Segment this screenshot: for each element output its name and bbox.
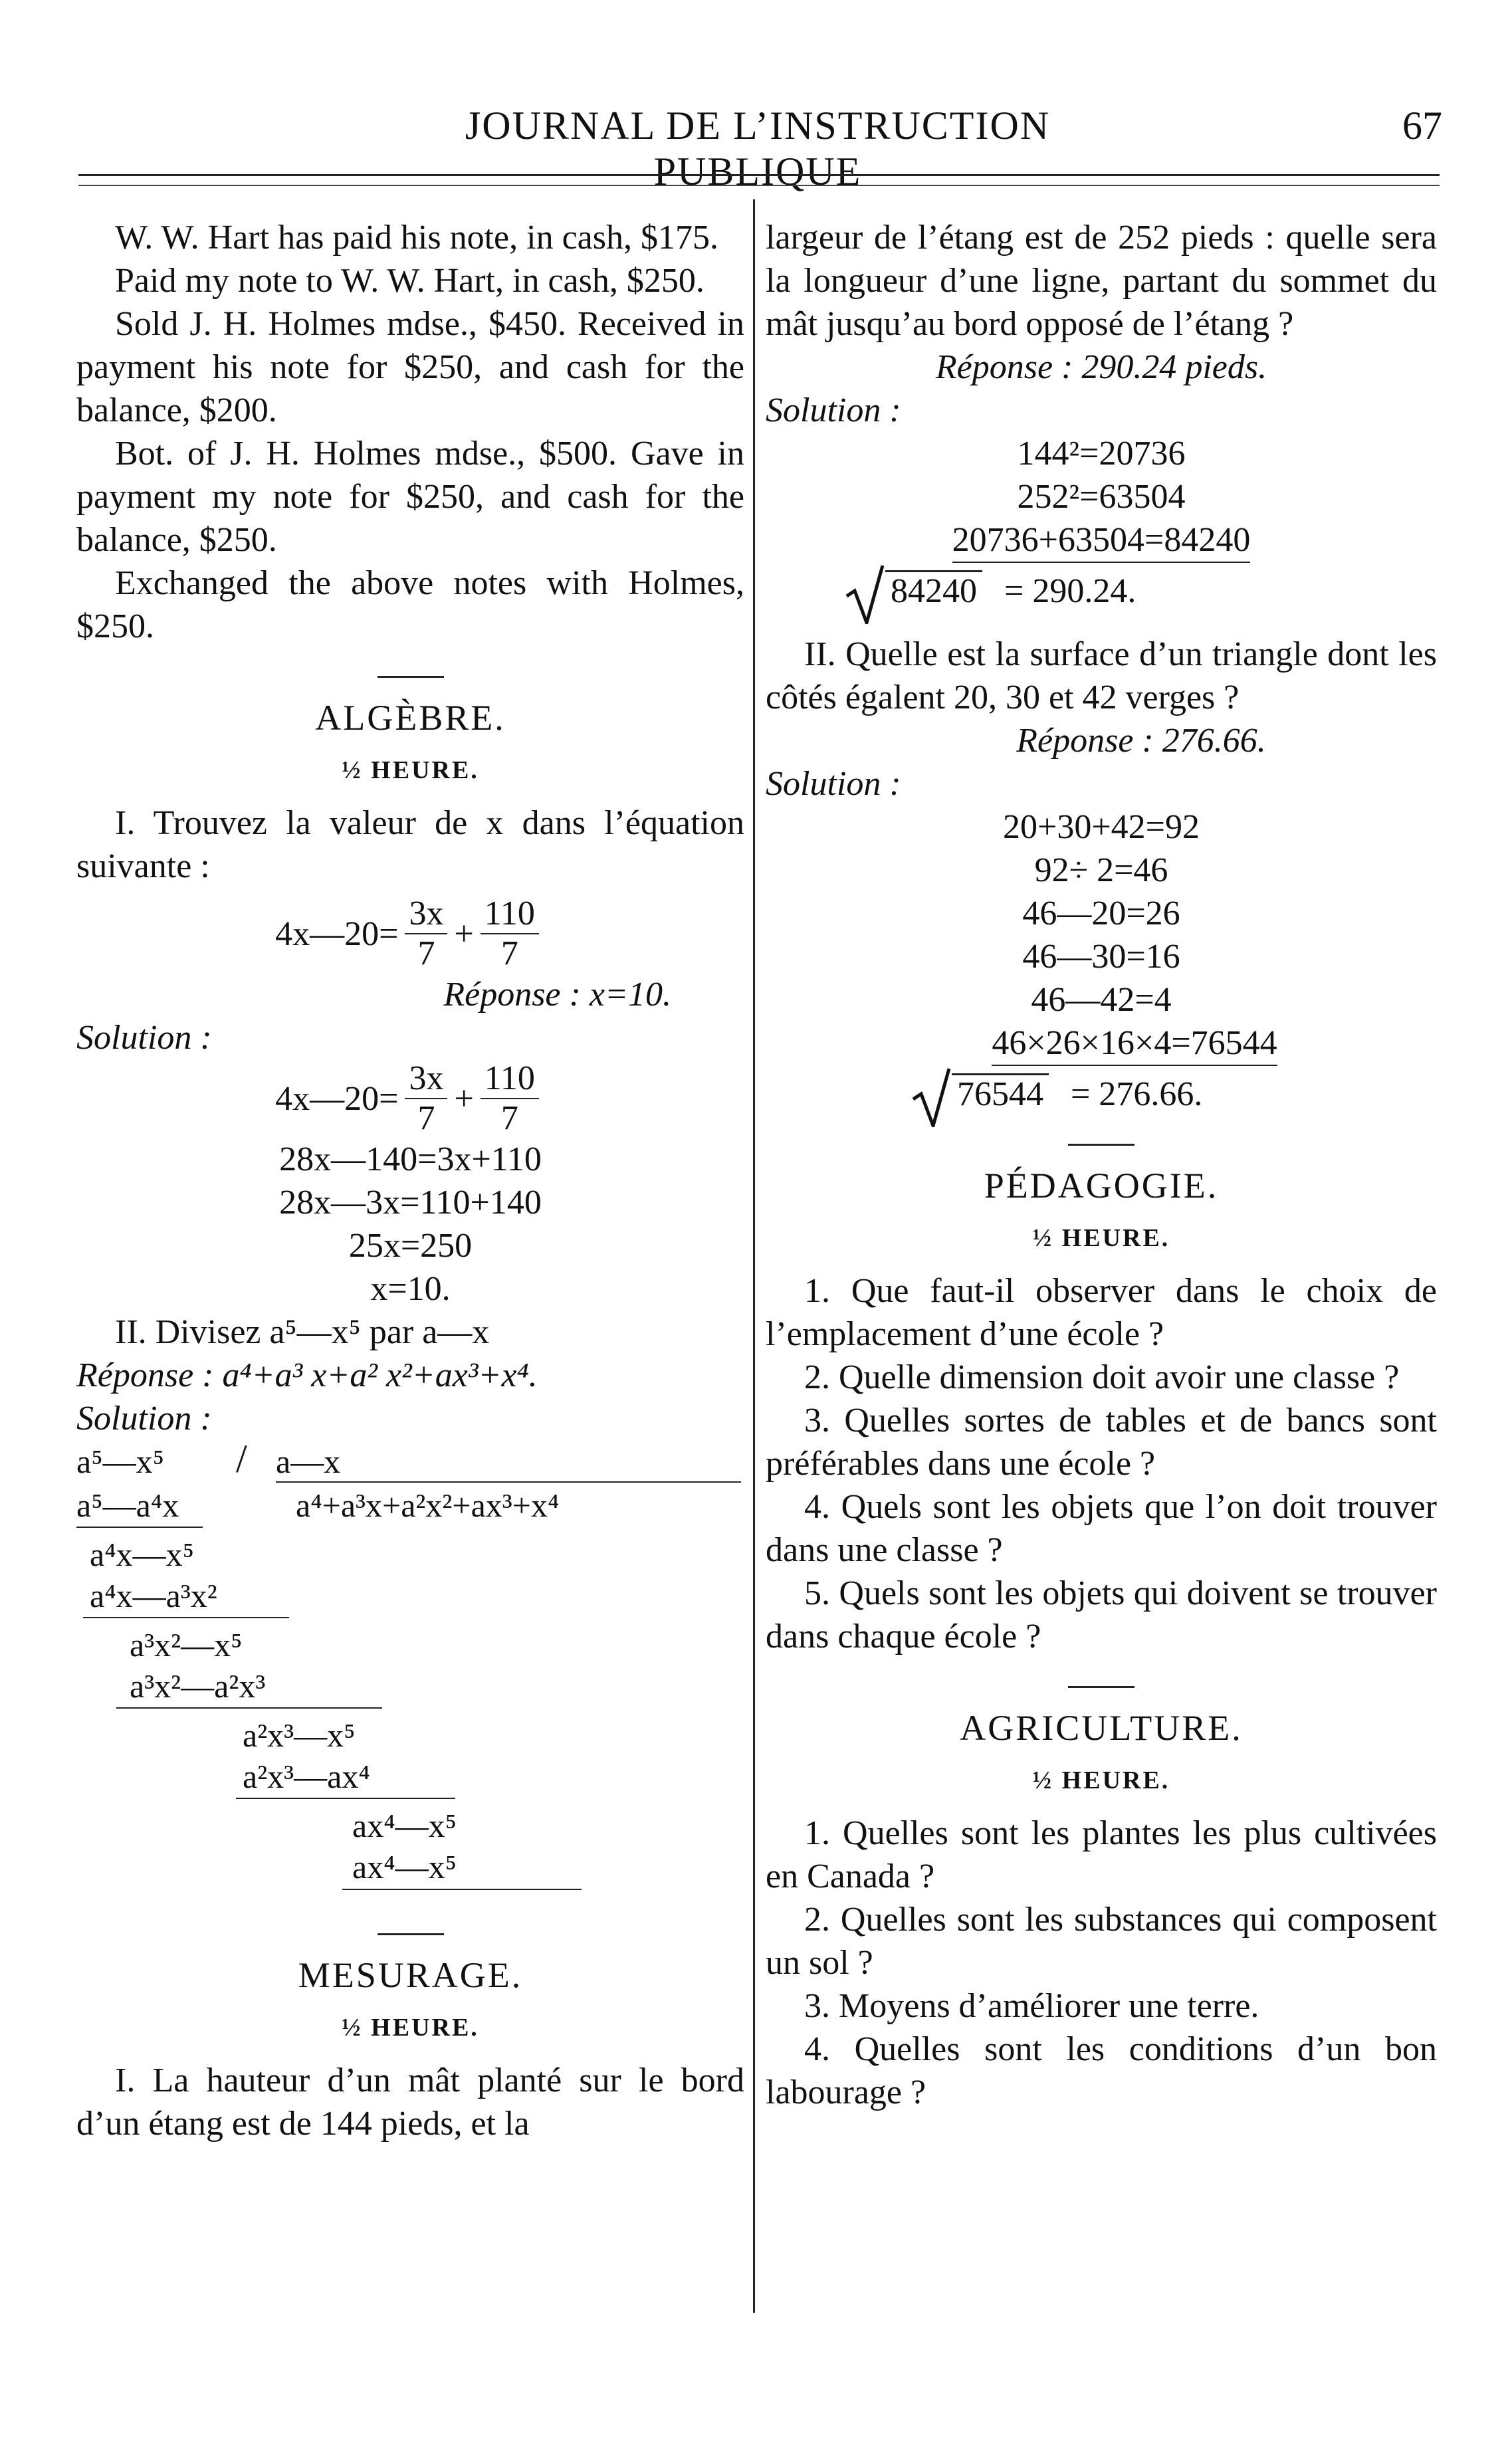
question-text: II. Quelle est la surface d’un triangle dont les côtés égalent 20, 30 et 42 verges ? [766, 635, 1437, 716]
section-time: ½ HEURE. [1032, 1766, 1170, 1794]
page-number: 67 [1402, 104, 1442, 148]
column-divider [753, 199, 755, 2313]
header-rule [78, 174, 1440, 176]
division-row: a⁴x—a³x² [90, 1577, 217, 1614]
solution-step: 46—42=4 [1031, 981, 1172, 1019]
division-row: a⁴x—x⁵ [90, 1536, 195, 1573]
solution-step-total: 20736+63504=84240 [952, 518, 1251, 563]
question-text: 1. Quelles sont les plantes les plus cultivées en Canada ? [766, 1814, 1437, 1895]
fraction [405, 1059, 447, 1138]
solution-step [766, 1021, 1437, 1066]
section-time: ½ HEURE. [1032, 1224, 1170, 1252]
equation [76, 1059, 744, 1138]
division-rule [76, 1527, 203, 1528]
division-row: a³x²—x⁵ [130, 1626, 243, 1663]
equation [76, 895, 744, 973]
fraction [405, 895, 447, 973]
question-text: I. Trouvez la valeur de x dans l’équation suivante : [76, 804, 744, 885]
fraction-denominator: 7 [417, 1099, 435, 1137]
solution-step: 144²=20736 [1017, 435, 1186, 473]
operator: + [454, 1079, 474, 1118]
dividend: a⁵—x⁵ [76, 1443, 165, 1480]
section-separator [378, 1933, 444, 1935]
answer: Réponse : x=10. [443, 976, 671, 1013]
solution-step: 25x=250 [348, 1227, 473, 1265]
fraction-denominator: 7 [417, 934, 435, 972]
solution-label: Solution : [76, 1019, 212, 1057]
ledger-entry: W. W. Hart has paid his note, in cash, $175. [115, 219, 718, 257]
square-root-line [766, 1073, 1437, 1116]
solution-step: 252²=63504 [1017, 478, 1186, 516]
division-row: ax⁴—x⁵ [352, 1848, 457, 1885]
fraction-denominator: 7 [500, 1099, 518, 1137]
division-rule [116, 1707, 382, 1709]
section-title-pedagogie: PÉDAGOGIE. [984, 1166, 1219, 1206]
left-column [76, 216, 744, 2145]
section-time: ½ HEURE. [342, 756, 479, 784]
square-root [912, 1073, 1049, 1116]
radical-sign-icon [912, 1067, 952, 1127]
solution-step: 28x—3x=110+140 [279, 1184, 542, 1221]
quotient: a⁴+a³x+a²x²+ax³+x⁴ [296, 1487, 560, 1524]
question-text-continued: largeur de l’étang est de 252 pieds : quelle sera la longueur d’une ligne, partant du sommet du mât jusqu’au bord opposé de l’étang ? [766, 219, 1437, 343]
answer: Réponse : 276.66. [1016, 722, 1266, 760]
division-row: a³x²—a²x³ [130, 1667, 266, 1705]
equation-left: 4x—20= [275, 1079, 399, 1118]
fraction-numerator: 110 [481, 1059, 539, 1099]
square-root-line [766, 570, 1437, 613]
section-title-mesurage: MESURAGE. [298, 1955, 523, 1995]
section-time: ½ HEURE. [342, 2014, 479, 2042]
division-rule [236, 1798, 455, 1799]
division-row: ax⁴—x⁵ [352, 1807, 457, 1844]
division-row: a⁵—a⁴x [76, 1487, 179, 1524]
root-result: = 276.66. [1071, 1075, 1203, 1113]
solution-step: 20+30+42=92 [1003, 808, 1200, 846]
solution-step: 28x—140=3x+110 [279, 1140, 542, 1178]
radical-sign-icon [845, 564, 885, 624]
division-rule [342, 1889, 582, 1890]
question-text: 1. Que faut-il observer dans le choix de l’emplacement d’une école ? [766, 1272, 1437, 1353]
section-separator [1068, 1686, 1134, 1688]
ledger-entry: Exchanged the above notes with Holmes, $250. [76, 564, 744, 645]
radicand: 76544 [952, 1073, 1049, 1113]
solution-step: 46—30=16 [1022, 938, 1180, 976]
solution-step: 92÷ 2=46 [1034, 851, 1168, 889]
question-text: 2. Quelles sont les substances qui composent un sol ? [766, 1901, 1437, 1982]
division-row: a²x³—ax⁴ [243, 1758, 370, 1795]
root-result: = 290.24. [1004, 572, 1136, 610]
fraction-numerator: 3x [405, 895, 447, 934]
division-row: a²x³—x⁵ [243, 1717, 356, 1754]
section-title-agriculture: AGRICULTURE. [960, 1708, 1243, 1748]
fraction [481, 1059, 539, 1138]
question-text: 5. Quels sont les objets qui doivent se trouver dans chaque école ? [766, 1574, 1437, 1655]
header-rule-thin [78, 185, 1440, 186]
division-slash: / [236, 1437, 247, 1481]
solution-step [766, 518, 1437, 563]
solution-label: Solution : [76, 1400, 212, 1437]
fraction-denominator: 7 [500, 934, 518, 972]
divisor: a—x [276, 1443, 341, 1480]
ledger-entry: Bot. of J. H. Holmes mdse., $500. Gave in payment my note for $250, and cash for the balance, $250. [76, 435, 744, 559]
solution-step-total: 46×26×16×4=76544 [992, 1021, 1277, 1066]
question-text: II. Divisez a⁵—x⁵ par a—x [115, 1313, 490, 1351]
question-text: 2. Quelle dimension doit avoir une classe ? [804, 1358, 1400, 1396]
solution-step: x=10. [370, 1270, 451, 1308]
division-rule [276, 1481, 741, 1483]
question-text: 4. Quelles sont les conditions d’un bon labourage ? [766, 2030, 1437, 2111]
division-rule [83, 1617, 289, 1618]
fraction-numerator: 3x [405, 1059, 447, 1099]
question-text: 3. Quelles sortes de tables et de bancs sont préférables dans une école ? [766, 1402, 1437, 1483]
question-text: I. La hauteur d’un mât planté sur le bord d’un étang est de 144 pieds, et la [76, 2062, 744, 2143]
answer: Réponse : a⁴+a³ x+a² x²+ax³+x⁴. [76, 1356, 538, 1394]
solution-label: Solution : [766, 391, 901, 429]
question-text: 4. Quels sont les objets que l’on doit trouver dans une classe ? [766, 1488, 1437, 1569]
right-column [766, 216, 1437, 2114]
solution-label: Solution : [766, 765, 901, 803]
section-title-algebre: ALGÈBRE. [315, 698, 506, 738]
radicand: 84240 [885, 570, 982, 610]
operator: + [454, 914, 474, 953]
question-text: 3. Moyens d’améliorer une terre. [804, 1987, 1259, 2025]
ledger-entry: Paid my note to W. W. Hart, in cash, $250. [115, 262, 704, 300]
equation-left: 4x—20= [275, 914, 399, 953]
fraction-numerator: 110 [481, 895, 539, 934]
solution-step: 46—20=26 [1022, 895, 1180, 932]
section-separator [1068, 1144, 1134, 1146]
ledger-entry: Sold J. H. Holmes mdse., $450. Received in payment his note for $250, and cash for the balance, $200. [76, 305, 744, 429]
section-separator [378, 676, 444, 678]
square-root [845, 570, 982, 613]
answer: Réponse : 290.24 pieds. [935, 348, 1267, 386]
running-header: JOURNAL DE L’INSTRUCTION PUBLIQUE [465, 104, 1051, 193]
long-division [76, 1437, 744, 1905]
fraction [481, 895, 539, 973]
